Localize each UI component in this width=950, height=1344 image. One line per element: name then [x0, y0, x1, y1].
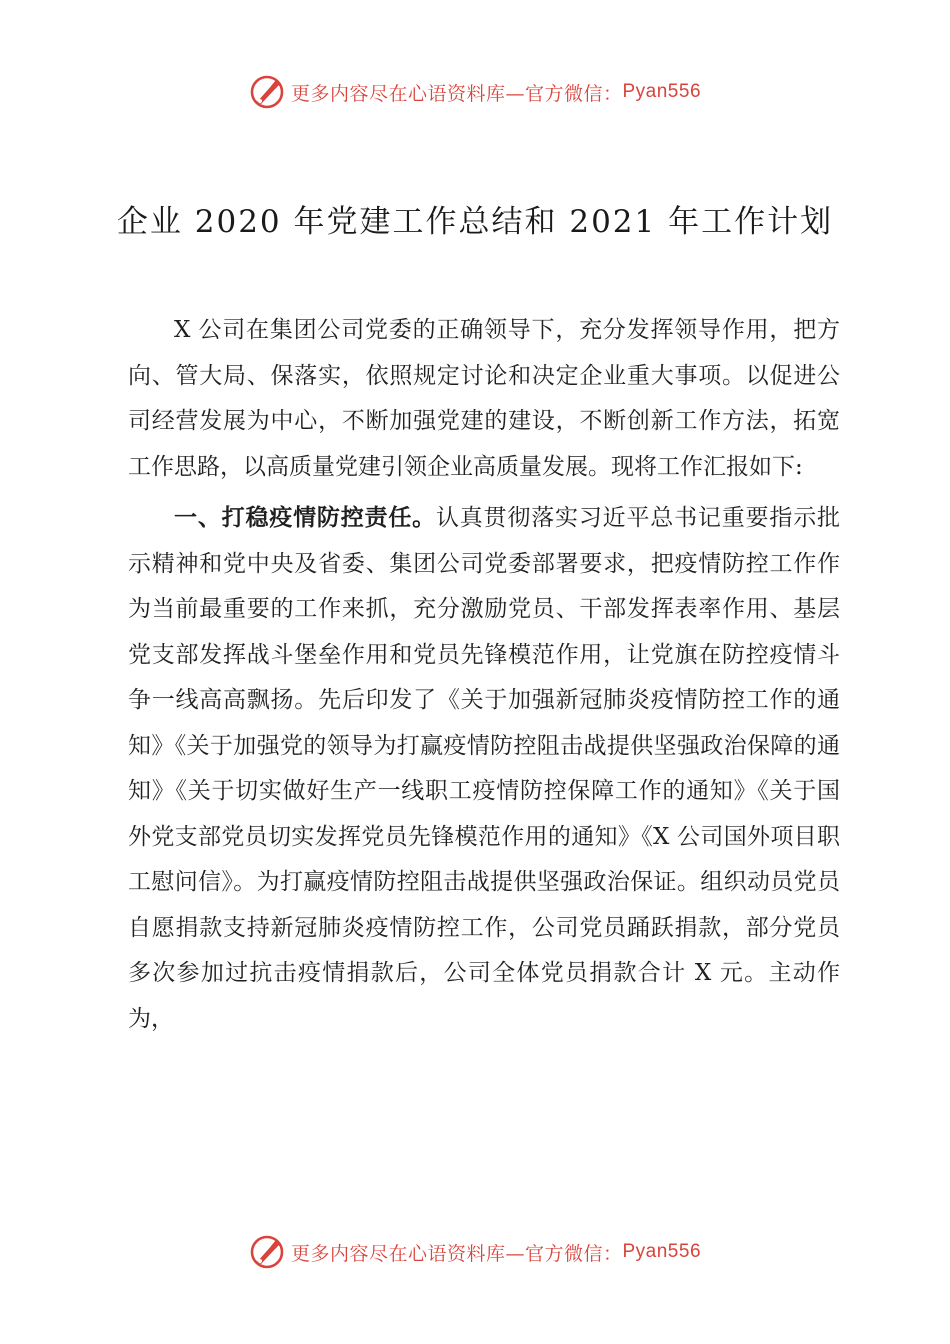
section-1-heading: 一、打稳疫情防控责任。 [174, 505, 436, 531]
pen-nib-seal-icon [249, 1234, 285, 1270]
intro-paragraph: X 公司在集团公司党委的正确领导下，充分发挥领导作用，把方向、管大局、保落实，依照规定讨论和决定企业重大事项。以促进公司经营发展为中心，不断加强党建的建设，不断创新工作方法，拓宽工作思路，以高质量党建引领企业高质量发展。现将工作汇报如下: [128, 317, 840, 480]
section-1-paragraph [128, 496, 840, 1042]
document-body [128, 308, 840, 1048]
watermark-banner-top [0, 72, 950, 112]
wechat-id: Pyan556 [622, 1241, 702, 1262]
pen-nib-seal-icon [249, 74, 285, 110]
document-title: 企业 2020 年党建工作总结和 2021 年工作计划 [116, 204, 834, 240]
wechat-id: Pyan556 [622, 81, 702, 102]
watermark-text: 更多内容尽在心语资料库—官方微信： [290, 1242, 623, 1265]
watermark-text: 更多内容尽在心语资料库—官方微信： [290, 82, 623, 105]
watermark-banner-bottom [0, 1232, 950, 1272]
section-1-body: 认真贯彻落实习近平总书记重要指示批示精神和党中央及省委、集团公司党委部署要求，把疫情防控工作作为当前最重要的工作来抓，充分激励党员、干部发挥表率作用、基层党支部发挥战斗堡垒作用和党员先锋模范作用，让党旗在防控疫情斗争一线高高飘扬。先后印发了《关于加强新冠肺炎疫情防控工作的通知》《关于加强党的领导为打赢疫情防控阻击战提供坚强政治保障的通知》《关于切实做好生产一线职工疫情防控保障工作的通知》《关于国外党支部党员切实发挥党员先锋模范作用的通知》《X 公司国外项目职工慰问信》。为打赢疫情防控阻击战提供坚强政治保证。组织动员党员自愿捐款支持新冠肺炎疫情防控工作，公司党员踊跃捐款，部分党员多次参加过抗击疫情捐款后，公司全体党员捐款合计 X 元。主动作为， [128, 505, 841, 1032]
